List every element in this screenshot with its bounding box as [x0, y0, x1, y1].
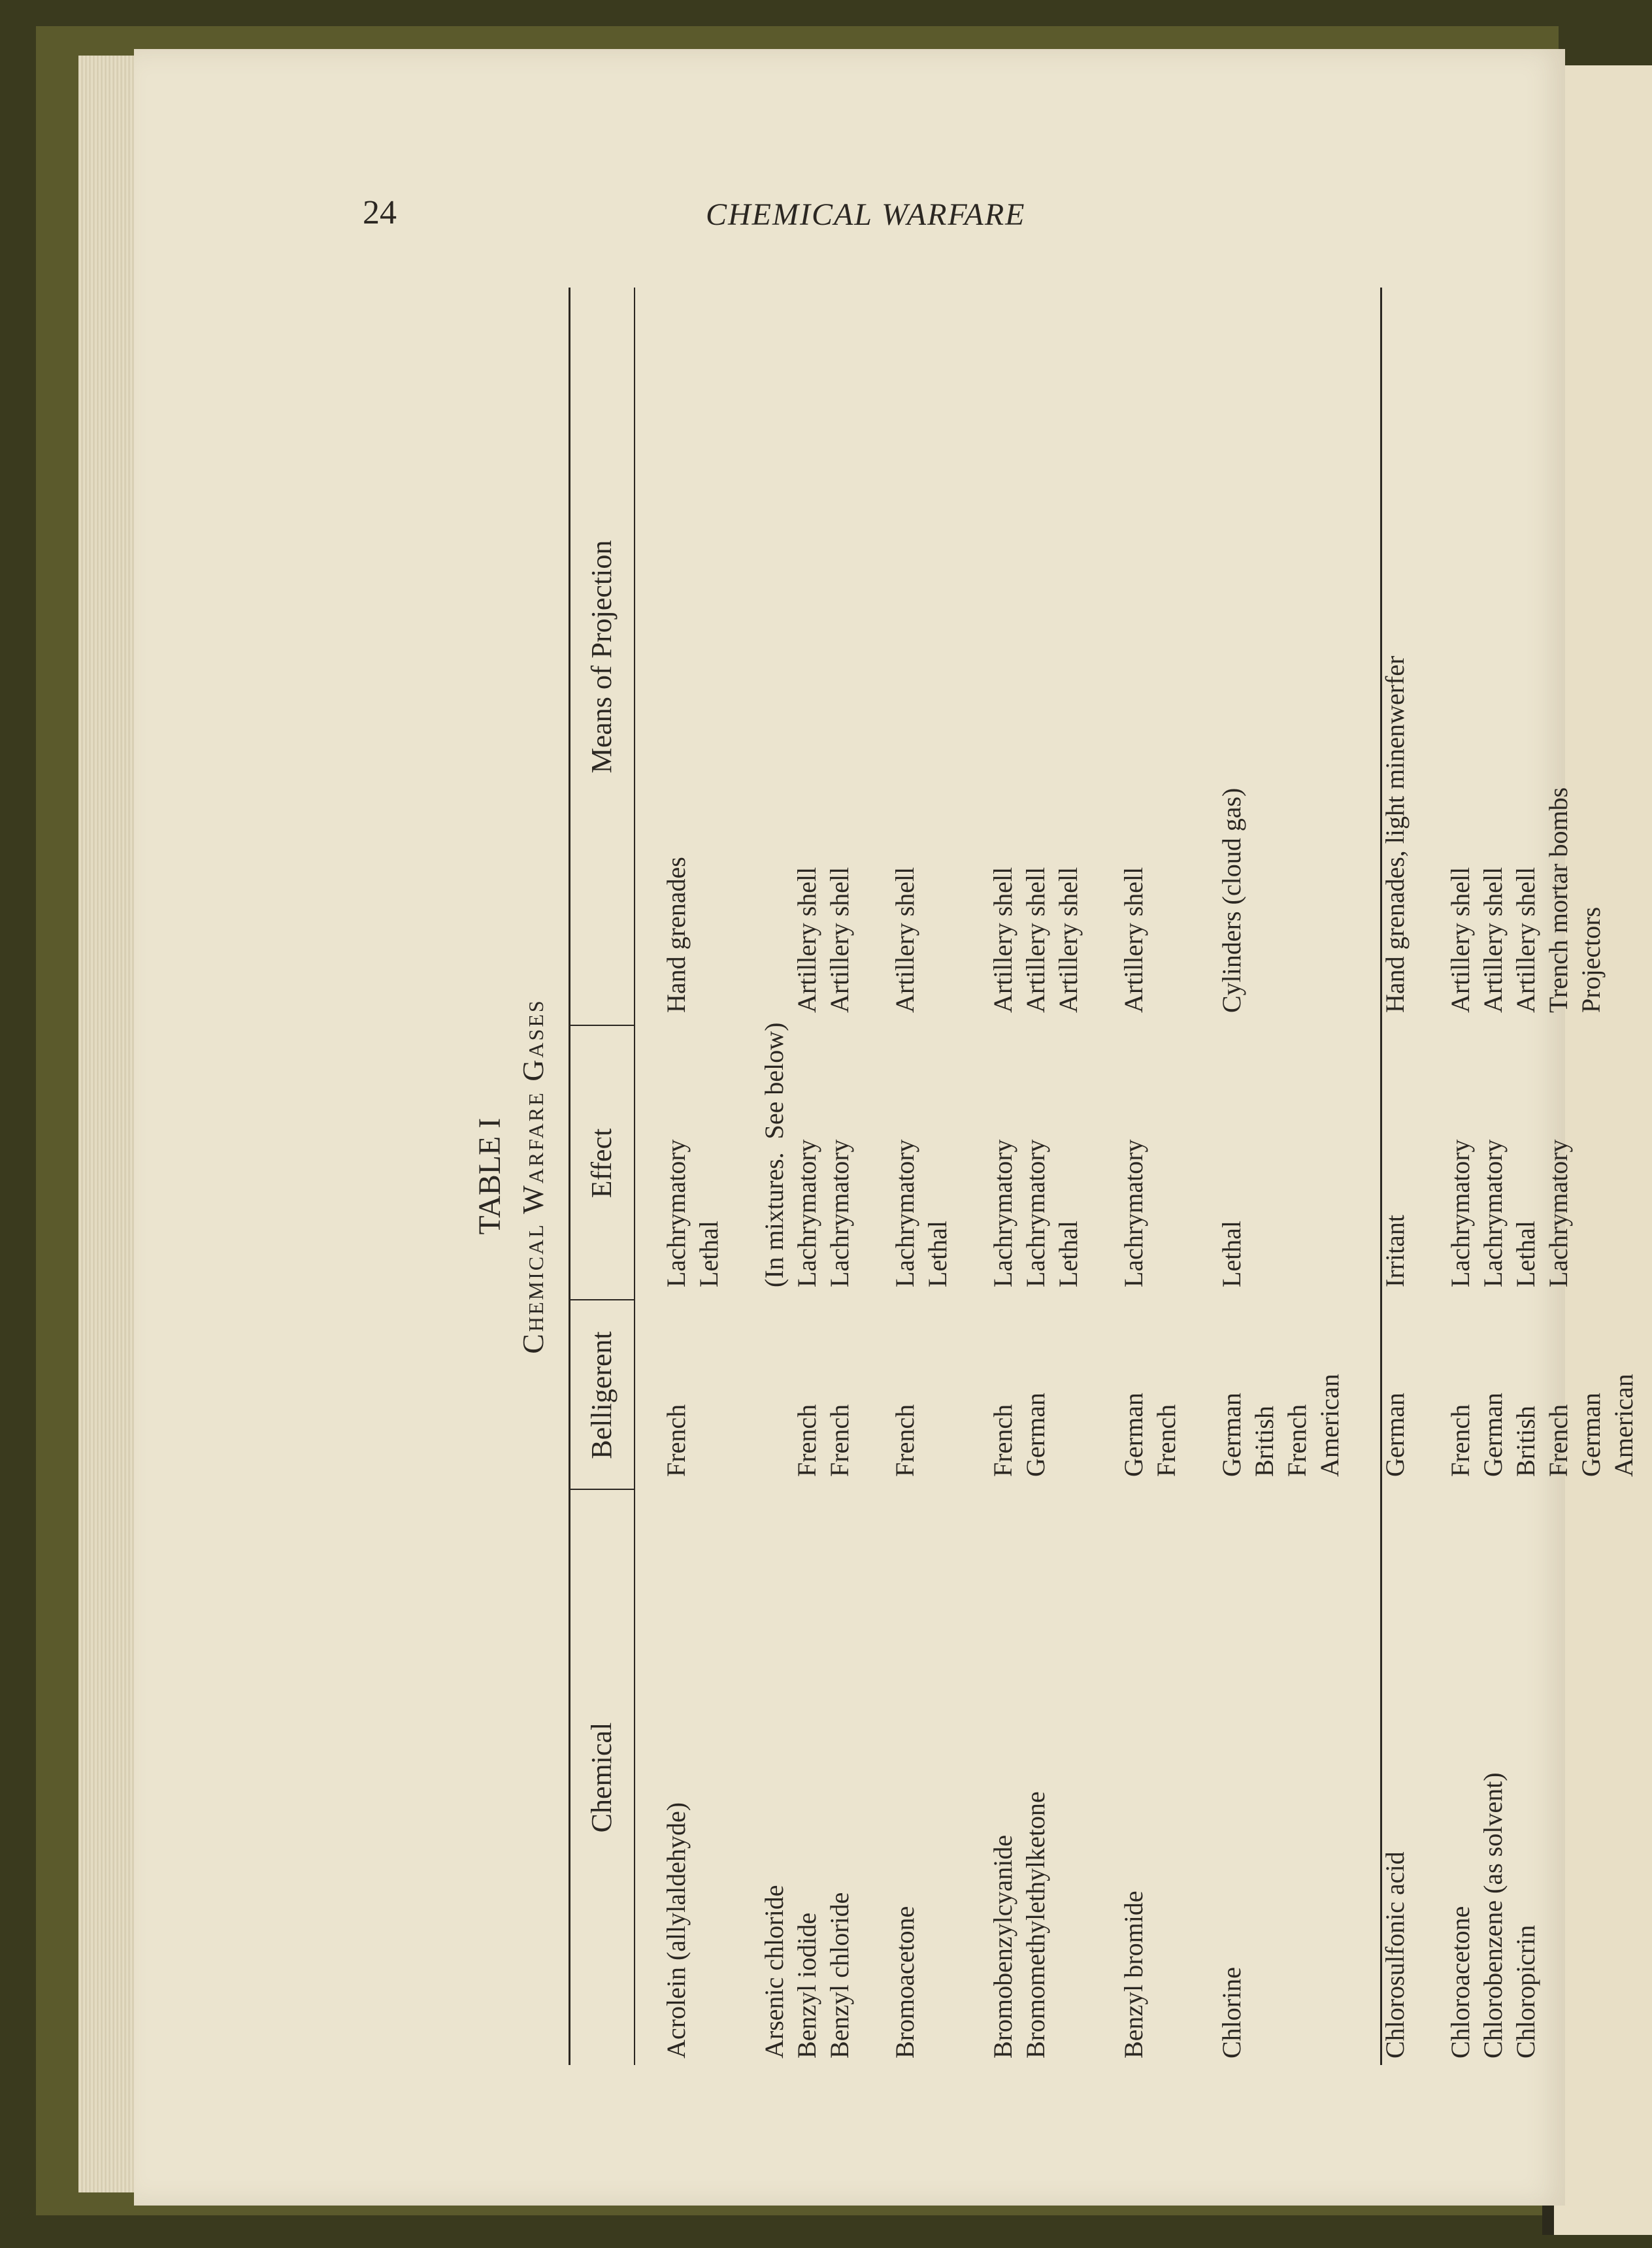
cell-belligerent-line: German [1217, 1393, 1246, 1477]
cell-effect [1215, 1026, 1346, 1300]
cell-belligerent-line: French [661, 1404, 691, 1477]
cell-belligerent-line: French [1151, 1404, 1181, 1477]
cell-belligerent [1215, 1300, 1346, 1490]
cell-projection [987, 288, 1085, 1026]
page-number: 24 [363, 194, 397, 231]
cell-belligerent-line: German [1576, 1393, 1606, 1477]
cell-effect [1117, 1026, 1183, 1300]
table-row [1444, 288, 1640, 2065]
cell-belligerent-line: French [825, 1404, 854, 1477]
running-title: CHEMICAL WARFARE [706, 197, 1026, 232]
table-body [660, 288, 1652, 2065]
cell-projection-line: Artillery shell [825, 867, 854, 1013]
table-bottom-rule [1380, 288, 1382, 2065]
cell-projection-line: Projectors [1576, 906, 1606, 1013]
table-row [987, 288, 1085, 2065]
table-row [660, 288, 725, 2065]
cell-projection-line [758, 288, 791, 1013]
cell-projection-line: Artillery shell [1119, 867, 1148, 1013]
cell-projection-line: Hand grenades, light minenwerfer [1380, 655, 1410, 1013]
cell-belligerent-line: French [1446, 1404, 1475, 1477]
cell-belligerent [1444, 1300, 1640, 1490]
cell-belligerent-line [758, 1300, 791, 1477]
table-row [758, 288, 856, 2065]
cell-projection [1379, 288, 1412, 1026]
table-subcaption: Chemical Warfare Gases [516, 999, 550, 1354]
cell-chemical [889, 1490, 954, 2065]
cell-projection [1215, 288, 1346, 1026]
cell-belligerent-line: British [1511, 1406, 1540, 1477]
cell-projection [660, 288, 725, 1026]
cell-chemical-line: Arsenic chloride [759, 1885, 789, 2058]
cell-effect-line: Lachrymatory [890, 1139, 919, 1287]
cell-effect [987, 1026, 1085, 1300]
cell-projection-line: Artillery shell [792, 867, 821, 1013]
cell-chemical-line: Chloroacetone [1446, 1906, 1475, 2058]
table-row [1215, 288, 1346, 2065]
cell-belligerent [660, 1300, 725, 1490]
cell-chemical-line: Bromomethylethylketone [1021, 1791, 1050, 2058]
cell-belligerent [758, 1300, 856, 1490]
cell-effect [889, 1026, 954, 1300]
cell-belligerent-line: American [1315, 1374, 1344, 1477]
cell-belligerent [1117, 1300, 1183, 1490]
cell-projection [889, 288, 954, 1026]
cell-chemical-line: Acrolein (allylaldehyde) [661, 1802, 691, 2058]
table-caption: TABLE I [472, 1117, 507, 1235]
cell-projection [1444, 288, 1640, 1026]
cell-projection-line: Cylinders (cloud gas) [1217, 787, 1246, 1013]
cell-belligerent [1379, 1300, 1412, 1490]
cell-effect-line: Irritant [1380, 1214, 1410, 1287]
cell-projection-line: Artillery shell [1511, 867, 1540, 1013]
header-means-of-projection: Means of Projection [585, 540, 618, 774]
cell-effect [758, 1022, 856, 1300]
cell-effect-line: Lachrymatory [661, 1139, 691, 1287]
cell-chemical-line: Bromoacetone [890, 1906, 919, 2058]
cell-effect-line: Lethal [694, 1220, 723, 1287]
cell-belligerent-line: American [1609, 1374, 1638, 1477]
header-chemical: Chemical [585, 1722, 618, 1833]
cell-effect-line: Lachrymatory [1544, 1139, 1573, 1287]
cell-belligerent-line: German [1021, 1393, 1050, 1477]
cell-effect-line: Lachrymatory [1119, 1139, 1148, 1287]
cell-chemical-line: Benzyl iodide [792, 1912, 821, 2058]
cell-belligerent [987, 1300, 1085, 1490]
cell-projection-line: Artillery shell [1021, 867, 1050, 1013]
cell-belligerent-line: French [1282, 1404, 1312, 1477]
cell-effect [1444, 1026, 1640, 1300]
cell-belligerent-line: British [1249, 1406, 1279, 1477]
table-header-rule [634, 288, 635, 2065]
cell-belligerent-line: German [1478, 1393, 1508, 1477]
cell-effect-line: Lachrymatory [988, 1139, 1017, 1287]
table-row [889, 288, 954, 2065]
rotated-table [471, 288, 1638, 2065]
cell-effect [660, 1026, 725, 1300]
cell-chemical-line: Bromobenzylcyanide [988, 1834, 1017, 2058]
cell-effect-line: Lachrymatory [1478, 1139, 1508, 1287]
cell-projection [758, 288, 856, 1026]
cell-chemical-line: Benzyl chloride [825, 1892, 854, 2058]
cell-projection-line: Trench mortar bombs [1544, 787, 1573, 1013]
cell-belligerent-line: French [1544, 1404, 1573, 1477]
cell-belligerent [889, 1300, 954, 1490]
cell-chemical-line: Chlorine [1217, 1967, 1246, 2058]
cell-belligerent-line: German [1380, 1393, 1410, 1477]
cell-belligerent-line: French [890, 1404, 919, 1477]
cell-chemical-line: Chlorobenzene (as solvent) [1478, 1772, 1508, 2058]
cell-projection [1117, 288, 1183, 1026]
cell-projection-line: Artillery shell [1053, 867, 1083, 1013]
cell-belligerent-line: French [988, 1404, 1017, 1477]
cell-effect [1379, 1026, 1412, 1300]
cell-projection-line: Artillery shell [1478, 867, 1508, 1013]
cell-chemical-line: Benzyl bromide [1119, 1891, 1148, 2058]
cell-projection-line: Hand grenades [661, 857, 691, 1013]
cell-chemical [1215, 1490, 1346, 2065]
cell-chemical-line: Chlorosulfonic acid [1380, 1851, 1410, 2058]
table-row [1117, 288, 1183, 2065]
cell-chemical [660, 1490, 725, 2065]
cell-effect-line: (In mixtures. See below) [759, 1022, 789, 1287]
cell-projection-line: Artillery shell [1446, 867, 1475, 1013]
cell-effect-line: Lethal [1217, 1220, 1246, 1287]
header-effect: Effect [585, 1128, 618, 1198]
page-edges [78, 56, 137, 2192]
cell-effect-line: Lethal [1511, 1220, 1540, 1287]
table-row [1379, 288, 1412, 2065]
cell-chemical [1117, 1490, 1183, 2065]
cell-projection-line: Artillery shell [988, 867, 1017, 1013]
cell-projection-line: Artillery shell [890, 867, 919, 1013]
cell-belligerent-line: German [1119, 1393, 1148, 1477]
cell-chemical-line: Chloropicrin [1511, 1925, 1540, 2058]
cell-effect-line: Lachrymatory [825, 1139, 854, 1287]
cell-effect-line: Lachrymatory [1446, 1139, 1475, 1287]
header-belligerent: Belligerent [585, 1331, 618, 1459]
cell-belligerent-line: French [792, 1404, 821, 1477]
cell-chemical [987, 1490, 1085, 2065]
cell-effect-line: Lethal [1053, 1220, 1083, 1287]
cell-effect-line: Lachrymatory [1021, 1139, 1050, 1287]
cell-chemical [1379, 1490, 1412, 2065]
cell-effect-line: Lethal [923, 1220, 952, 1287]
cell-chemical [758, 1490, 856, 2065]
cell-chemical [1444, 1490, 1640, 2065]
cell-effect-line: Lachrymatory [792, 1139, 821, 1287]
